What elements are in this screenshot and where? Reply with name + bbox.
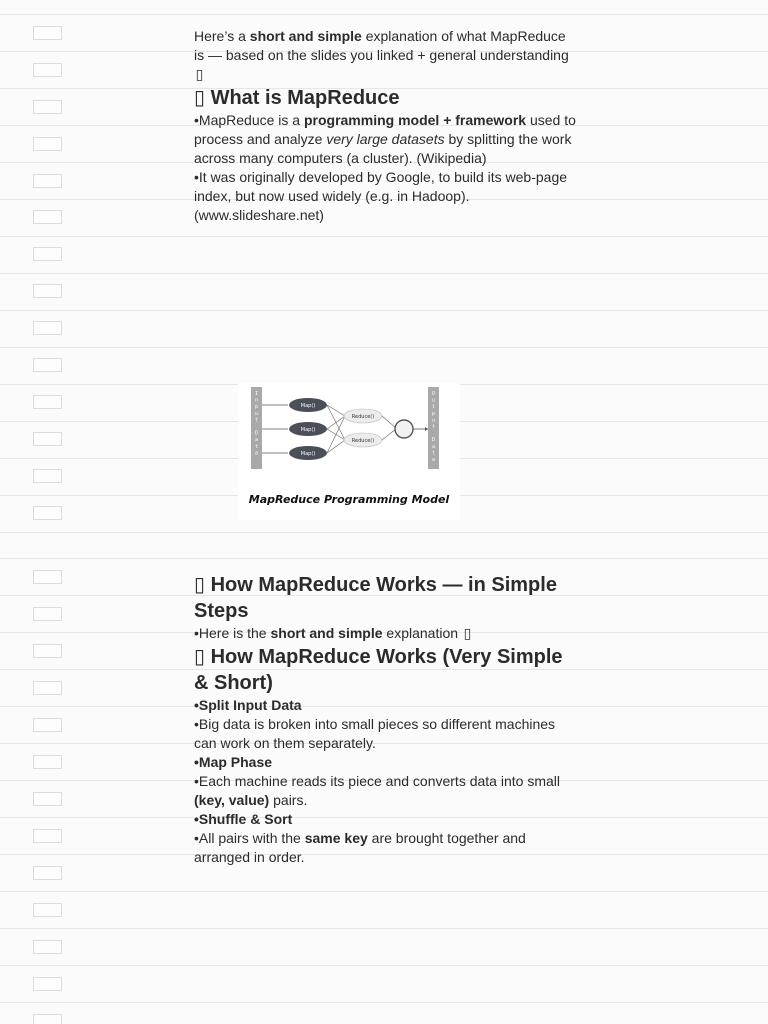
step2-text bbox=[194, 772, 579, 810]
ruled-line bbox=[0, 558, 768, 559]
input-data-label: I n p u t D a t a bbox=[254, 391, 259, 457]
mapreduce-diagram-svg bbox=[238, 383, 460, 488]
row-checkbox[interactable] bbox=[33, 644, 62, 658]
row-checkbox[interactable] bbox=[33, 903, 62, 917]
section3-heading bbox=[194, 644, 579, 696]
step3-bold: same key bbox=[304, 830, 368, 846]
section1-bullet2: •It was originally developed by Google, to build its web-page index, but now used widely (e.g. in Hadoop). (www.slideshare.net) bbox=[194, 169, 568, 223]
step2-bold: (key, value) bbox=[194, 792, 270, 808]
bullet1-italic: very large datasets bbox=[326, 131, 445, 147]
row-checkbox[interactable] bbox=[33, 247, 62, 261]
section2-intro-text: •Here is the bbox=[194, 625, 271, 641]
point-down-icon: ▯ bbox=[463, 625, 472, 641]
bullet1-text-e: by splitting the work across many computers (a cluster). (Wikipedia) bbox=[194, 131, 572, 166]
intro-paragraph bbox=[194, 27, 579, 84]
row-checkbox[interactable] bbox=[33, 358, 62, 372]
section2-intro bbox=[194, 624, 579, 643]
section1-heading bbox=[194, 85, 579, 111]
figure-caption: MapReduce Programming Model bbox=[248, 493, 450, 506]
row-checkbox[interactable] bbox=[33, 866, 62, 880]
intro-block bbox=[194, 27, 579, 225]
row-checkbox[interactable] bbox=[33, 469, 62, 483]
row-checkbox[interactable] bbox=[33, 792, 62, 806]
step3-title-text: •Shuffle & Sort bbox=[194, 811, 293, 827]
step3-text-a: •All pairs with the bbox=[194, 830, 305, 846]
section2-intro-text-end: explanation bbox=[382, 625, 462, 641]
section2-title: How MapReduce Works — in Simple Steps bbox=[194, 574, 557, 622]
row-checkbox[interactable] bbox=[33, 284, 62, 298]
row-checkbox[interactable] bbox=[33, 63, 62, 77]
row-checkbox[interactable] bbox=[33, 321, 62, 335]
intro-bold: short and simple bbox=[249, 28, 362, 44]
row-checkbox[interactable] bbox=[33, 977, 62, 991]
ruled-line bbox=[0, 273, 768, 274]
steps-block bbox=[194, 572, 579, 867]
row-checkbox[interactable] bbox=[33, 210, 62, 224]
ruled-line bbox=[0, 347, 768, 348]
bullet1-text-c: used to process and analyze bbox=[194, 112, 576, 147]
row-checkbox[interactable] bbox=[33, 607, 62, 621]
row-checkbox[interactable] bbox=[33, 26, 62, 40]
bullet1-text-a: •MapReduce is a bbox=[194, 112, 304, 128]
step2-title bbox=[194, 753, 579, 772]
step3-title bbox=[194, 810, 579, 829]
ruled-line bbox=[0, 965, 768, 966]
row-checkbox[interactable] bbox=[33, 755, 62, 769]
step3-text bbox=[194, 829, 579, 867]
intro-text-end: explanation of what MapReduce is — based on the slides you linked + general understanding bbox=[194, 28, 569, 63]
row-checkbox[interactable] bbox=[33, 100, 62, 114]
step2-text-a: •Each machine reads its piece and converts data into small bbox=[194, 773, 560, 789]
step2-title-text: •Map Phase bbox=[194, 754, 273, 770]
reduce-node-label: Reduce() bbox=[351, 438, 375, 444]
row-checkbox[interactable] bbox=[33, 432, 62, 446]
row-checkbox[interactable] bbox=[33, 940, 62, 954]
ruled-line bbox=[0, 928, 768, 929]
section3-title: How MapReduce Works (Very Simple & Short) bbox=[194, 646, 563, 694]
reduce-node-label: Reduce() bbox=[351, 414, 375, 420]
map-node-label: Map() bbox=[300, 451, 316, 457]
section1-title: What is MapReduce bbox=[210, 87, 400, 109]
row-checkbox[interactable] bbox=[33, 1014, 62, 1024]
row-checkbox[interactable] bbox=[33, 137, 62, 151]
output-node bbox=[395, 420, 413, 438]
ruled-line bbox=[0, 14, 768, 15]
mapreduce-diagram bbox=[238, 383, 460, 520]
pin-icon: ▯ bbox=[194, 87, 206, 109]
step2-text-c: pairs. bbox=[269, 792, 308, 808]
ruled-line bbox=[0, 236, 768, 237]
sparkle-icon: ▯ bbox=[195, 66, 204, 82]
row-checkbox[interactable] bbox=[33, 681, 62, 695]
section1-bullet1 bbox=[194, 111, 579, 168]
ruled-line bbox=[0, 310, 768, 311]
ruled-line bbox=[0, 1002, 768, 1003]
gear-icon: ▯ bbox=[194, 574, 206, 596]
ruled-line bbox=[0, 532, 768, 533]
section2-intro-bold: short and simple bbox=[270, 625, 383, 641]
bullet1-bold: programming model + framework bbox=[303, 112, 527, 128]
row-checkbox[interactable] bbox=[33, 174, 62, 188]
step1-title bbox=[194, 696, 579, 715]
row-checkbox[interactable] bbox=[33, 506, 62, 520]
row-checkbox[interactable] bbox=[33, 829, 62, 843]
map-node-label: Map() bbox=[300, 427, 316, 433]
gear-icon: ▯ bbox=[194, 646, 206, 668]
output-data-label: O u t p u t D a t a bbox=[431, 391, 436, 463]
step3-text-c: are brought together and arranged in order. bbox=[194, 830, 526, 865]
ruled-line bbox=[0, 891, 768, 892]
step1-text: •Big data is broken into small pieces so different machines can work on them separately. bbox=[194, 716, 556, 751]
section2-heading bbox=[194, 572, 579, 624]
intro-text: Here’s a bbox=[194, 28, 250, 44]
map-node-label: Map() bbox=[300, 403, 316, 409]
step1-title-text: •Split Input Data bbox=[194, 697, 302, 713]
row-checkbox[interactable] bbox=[33, 718, 62, 732]
row-checkbox[interactable] bbox=[33, 395, 62, 409]
row-checkbox[interactable] bbox=[33, 570, 62, 584]
